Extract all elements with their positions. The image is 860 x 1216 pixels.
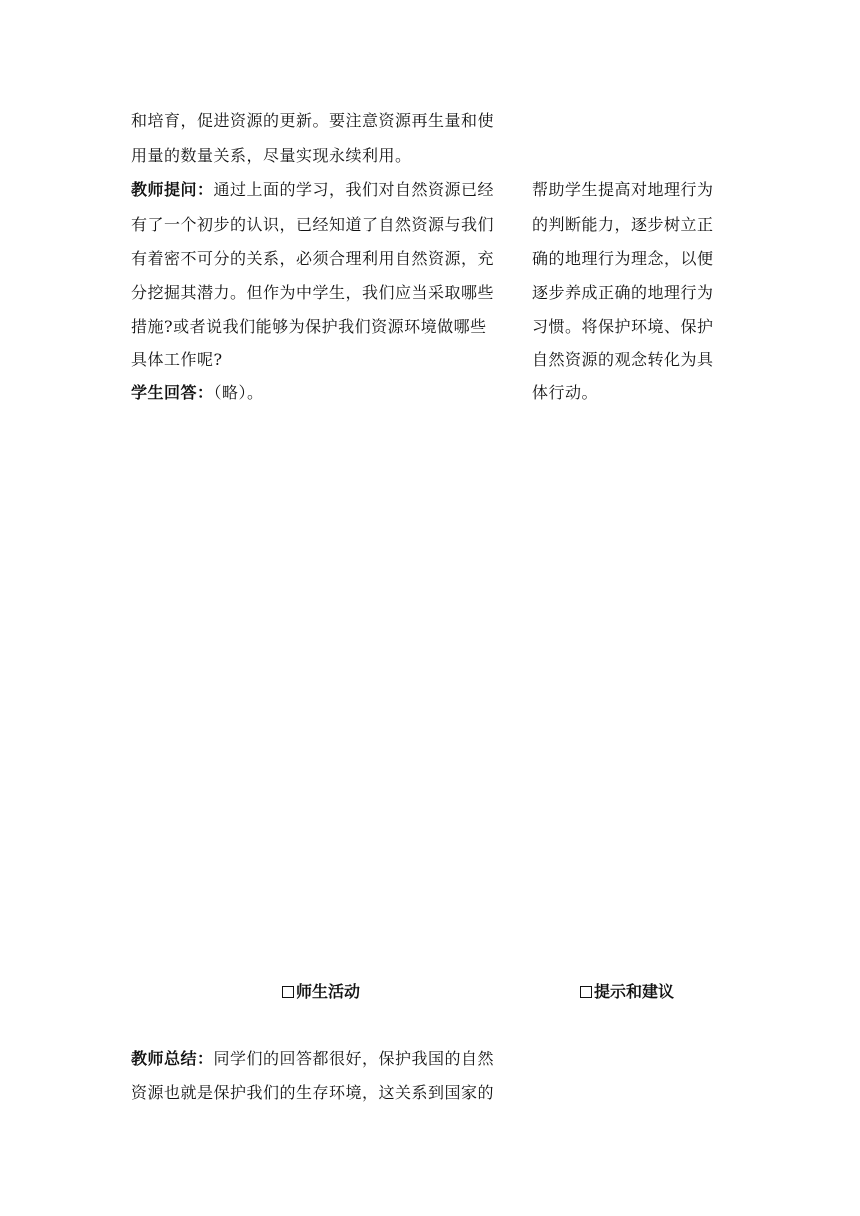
note-line: 的判断能力，逐步树立正 [532, 215, 714, 234]
note-line: 自然资源的观念转化为具 [532, 350, 714, 369]
teacher-summary-text: 同学们的回答都很好，保护我国的自然 [213, 1049, 495, 1068]
note-line: 体行动。 [532, 383, 599, 402]
header-suggestions-label: 提示和建议 [594, 982, 675, 1001]
paragraph-line: 措施?或者说我们能够为保护我们资源环境做哪些 [131, 317, 487, 336]
teacher-summary-line [131, 1049, 494, 1069]
student-answer-line [131, 383, 264, 403]
header-tips-suggestions [580, 982, 674, 1002]
header-teacher-student-activity [282, 982, 360, 1002]
note-line: 习惯。将保护环境、保护 [532, 317, 714, 336]
paragraph-line: 用量的数量关系，尽量实现永续利用。 [131, 146, 412, 165]
student-answer-label: 学生回答： [131, 383, 214, 402]
checkbox-square-icon [282, 986, 294, 998]
paragraph-line: 分挖掘其潜力。但作为中学生，我们应当采取哪些 [131, 283, 495, 302]
paragraph-line: 有了一个初步的认识，已经知道了自然资源与我们 [131, 215, 495, 234]
paragraph-line: 资源也就是保护我们的生存环境，这关系到国家的 [131, 1083, 495, 1102]
checkbox-square-icon [580, 986, 592, 998]
teacher-summary-label: 教师总结： [131, 1049, 214, 1068]
header-activity-label: 师生活动 [296, 982, 361, 1001]
student-answer-text: （略）。 [213, 383, 264, 402]
teacher-question-text: 通过上面的学习，我们对自然资源已经 [213, 180, 495, 199]
teacher-question-label: 教师提问： [131, 180, 214, 199]
note-line: 逐步养成正确的地理行为 [532, 283, 714, 302]
teacher-question-line [131, 180, 494, 200]
note-line: 确的地理行为理念，以便 [532, 249, 714, 268]
paragraph-line: 具体工作呢? [131, 350, 223, 369]
note-line: 帮助学生提高对地理行为 [532, 180, 714, 199]
paragraph-line: 有着密不可分的关系，必须合理利用自然资源，充 [131, 249, 495, 268]
paragraph-line: 和培育，促进资源的更新。要注意资源再生量和使 [131, 111, 495, 130]
